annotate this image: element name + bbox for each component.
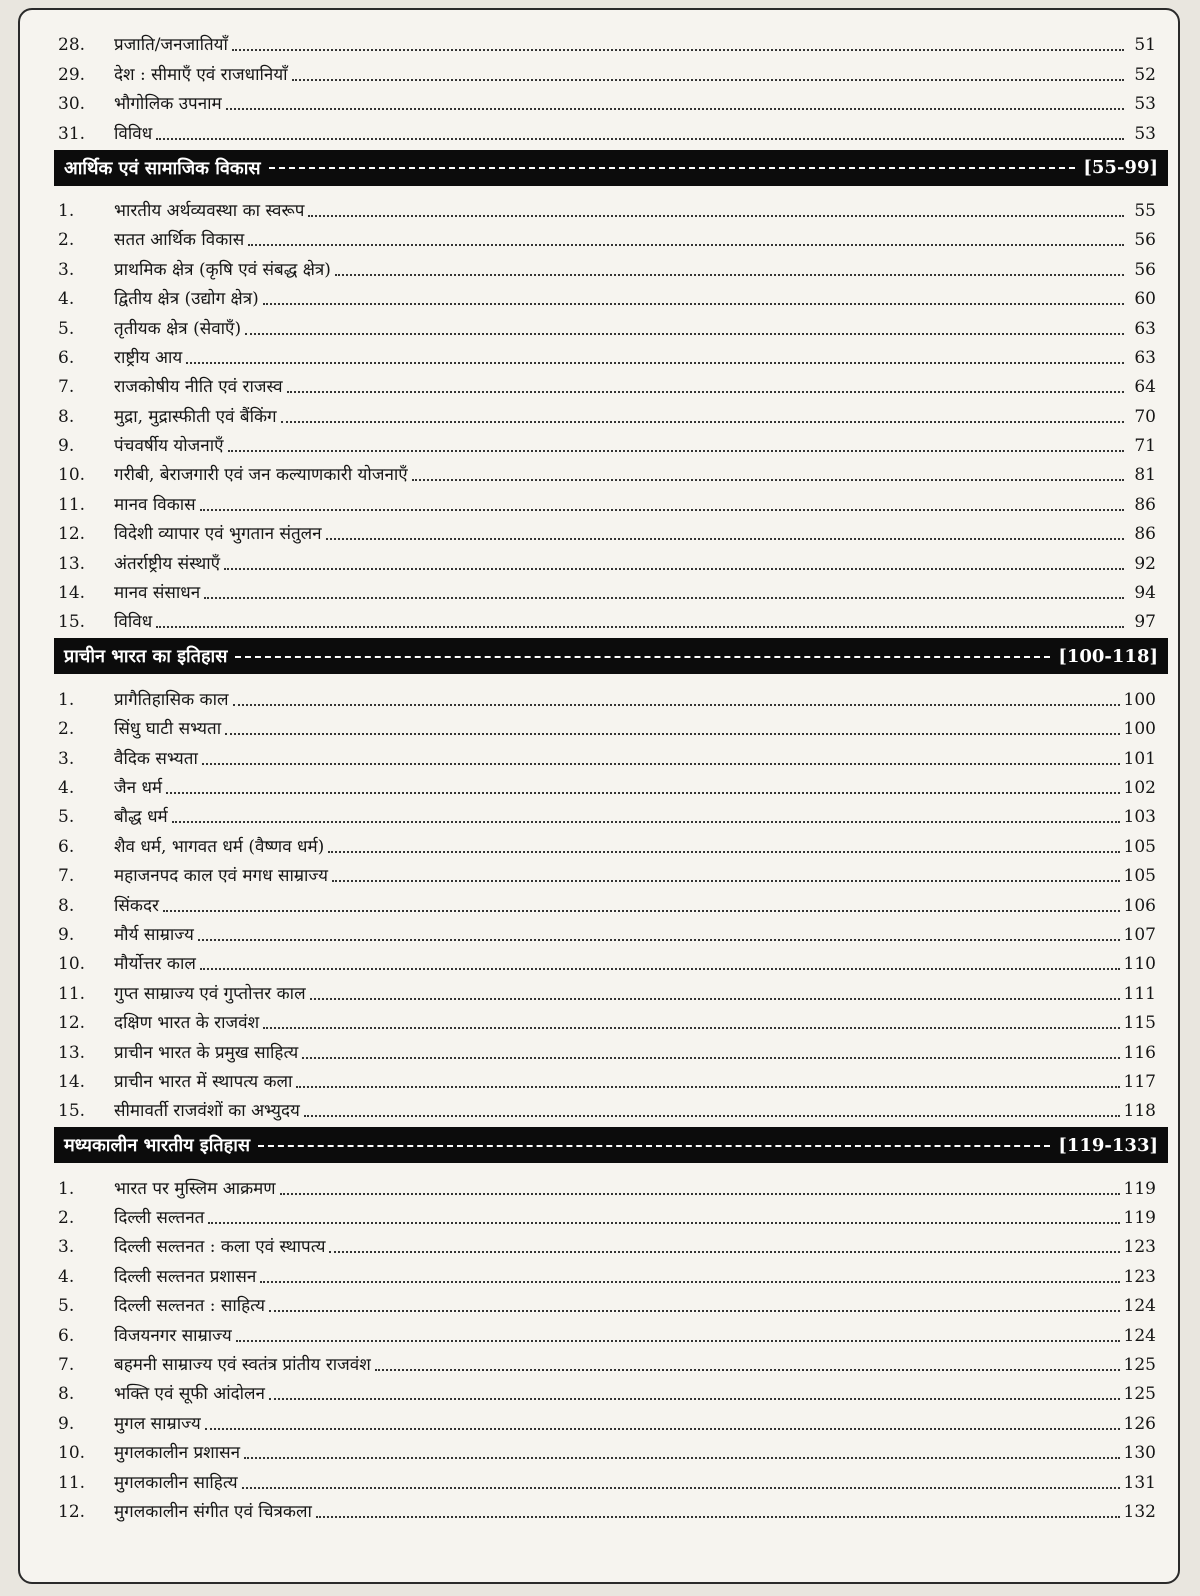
entry-page-number: 52 bbox=[1134, 64, 1156, 85]
toc-entry bbox=[20, 1493, 1178, 1522]
entry-title: जैन धर्म bbox=[114, 777, 163, 798]
toc-entry bbox=[20, 221, 1178, 250]
entry-page-number: 123 bbox=[1123, 1266, 1156, 1287]
dot-leader bbox=[224, 567, 1124, 570]
toc-entry bbox=[20, 485, 1178, 514]
entry-title: मौर्य साम्राज्य bbox=[114, 924, 194, 945]
entry-title: गुप्त साम्राज्य एवं गुप्तोत्तर काल bbox=[114, 983, 306, 1004]
entry-title: तृतीयक क्षेत्र (सेवाएँ) bbox=[114, 318, 242, 339]
toc-entry bbox=[20, 1004, 1178, 1033]
section-header bbox=[54, 638, 1168, 674]
entry-title: शैव धर्म, भागवत धर्म (वैष्णव धर्म) bbox=[114, 836, 325, 857]
dot-leader bbox=[302, 1056, 1119, 1059]
toc-entry bbox=[20, 1316, 1178, 1345]
toc-entry bbox=[20, 114, 1178, 143]
entry-number: 10. bbox=[58, 465, 86, 486]
entry-page-number: 64 bbox=[1134, 377, 1156, 398]
entry-title: प्राचीन भारत के प्रमुख साहित्य bbox=[114, 1042, 299, 1063]
toc-entry bbox=[20, 1063, 1178, 1092]
section-page-range: [119-133] bbox=[1058, 1134, 1158, 1156]
entry-page-number: 53 bbox=[1134, 123, 1156, 144]
toc-entry bbox=[20, 574, 1178, 603]
toc-entry bbox=[20, 739, 1178, 768]
toc-entry bbox=[20, 427, 1178, 456]
dot-leader bbox=[172, 820, 1120, 823]
toc-entry bbox=[20, 339, 1178, 368]
entry-page-number: 110 bbox=[1123, 954, 1156, 975]
dot-leader bbox=[232, 48, 1124, 51]
toc-entry bbox=[20, 1033, 1178, 1062]
entry-page-number: 101 bbox=[1123, 748, 1156, 769]
dot-leader bbox=[280, 1192, 1120, 1195]
dot-leader bbox=[269, 1309, 1120, 1312]
entry-page-number: 124 bbox=[1123, 1325, 1156, 1346]
entry-page-number: 103 bbox=[1123, 807, 1156, 828]
entry-page-number: 125 bbox=[1123, 1355, 1156, 1376]
entry-page-number: 125 bbox=[1123, 1384, 1156, 1405]
entry-title: दक्षिण भारत के राजवंश bbox=[114, 1013, 260, 1034]
toc-entry bbox=[20, 710, 1178, 739]
entry-number: 13. bbox=[58, 1042, 86, 1063]
entry-title: भारतीय अर्थव्यवस्था का स्वरूप bbox=[114, 200, 305, 221]
dot-leader bbox=[287, 390, 1124, 393]
toc-entry bbox=[20, 1228, 1178, 1257]
entry-page-number: 102 bbox=[1123, 777, 1156, 798]
entry-title: मुद्रा, मुद्रास्फीती एवं बैंकिंग bbox=[114, 406, 277, 427]
entry-title: बौद्ध धर्म bbox=[114, 807, 168, 828]
table-of-contents bbox=[20, 10, 1178, 1522]
entry-title: मुगलकालीन साहित्य bbox=[114, 1472, 238, 1493]
dot-leader bbox=[198, 938, 1120, 941]
entry-number: 12. bbox=[58, 1013, 86, 1034]
toc-section bbox=[20, 638, 1178, 1121]
entry-title: दिल्ली सल्तनत : कला एवं स्थापत्य bbox=[114, 1237, 326, 1258]
dot-leader bbox=[263, 1026, 1119, 1029]
entry-page-number: 117 bbox=[1123, 1071, 1156, 1092]
entry-page-number: 100 bbox=[1123, 689, 1156, 710]
toc-entry bbox=[20, 309, 1178, 338]
entry-title: विविध bbox=[114, 123, 153, 144]
toc-page bbox=[18, 8, 1180, 1584]
toc-section bbox=[20, 1127, 1178, 1522]
entry-title: प्रजाति/जनजातियाँ bbox=[114, 35, 228, 56]
dot-leader bbox=[200, 967, 1120, 970]
toc-entry bbox=[20, 974, 1178, 1003]
entry-page-number: 53 bbox=[1134, 94, 1156, 115]
toc-entry bbox=[20, 1257, 1178, 1286]
entry-number: 10. bbox=[58, 954, 86, 975]
entry-title: राजकोषीय नीति एवं राजस्व bbox=[114, 377, 283, 398]
entry-title: भक्ति एवं सूफी आंदोलन bbox=[114, 1384, 265, 1405]
dot-leader bbox=[296, 1085, 1119, 1088]
entry-title: प्रागैतिहासिक काल bbox=[114, 689, 229, 710]
dot-leader bbox=[308, 214, 1124, 217]
entry-number: 3. bbox=[58, 1237, 75, 1258]
entry-title: मौर्योत्तर काल bbox=[114, 954, 196, 975]
entry-title: द्वितीय क्षेत्र (उद्योग क्षेत्र) bbox=[114, 289, 259, 310]
entry-number: 28. bbox=[58, 35, 86, 56]
dot-leader bbox=[163, 909, 1120, 912]
entry-page-number: 119 bbox=[1123, 1178, 1156, 1199]
entry-page-number: 119 bbox=[1123, 1208, 1156, 1229]
dot-leader bbox=[225, 732, 1119, 735]
entry-number: 4. bbox=[58, 777, 75, 798]
dot-leader bbox=[208, 1221, 1119, 1224]
dot-leader bbox=[226, 107, 1124, 110]
entry-title: सीमावर्ती राजवंशों का अभ्युदय bbox=[114, 1101, 300, 1122]
entry-number: 9. bbox=[58, 436, 75, 457]
toc-entry bbox=[20, 1199, 1178, 1228]
entry-number: 6. bbox=[58, 347, 75, 368]
toc-entry bbox=[20, 1287, 1178, 1316]
section-title: प्राचीन भारत का इतिहास bbox=[64, 646, 228, 668]
entry-page-number: 131 bbox=[1123, 1472, 1156, 1493]
entry-page-number: 124 bbox=[1123, 1296, 1156, 1317]
entry-number: 15. bbox=[58, 612, 86, 633]
entry-page-number: 106 bbox=[1123, 895, 1156, 916]
entry-number: 13. bbox=[58, 553, 86, 574]
dot-leader bbox=[412, 478, 1124, 481]
section-title: आर्थिक एवं सामाजिक विकास bbox=[64, 157, 261, 179]
dot-leader bbox=[204, 596, 1124, 599]
entry-number: 6. bbox=[58, 836, 75, 857]
section-page-range: [100-118] bbox=[1058, 645, 1158, 667]
entry-page-number: 118 bbox=[1123, 1101, 1156, 1122]
toc-entry bbox=[20, 368, 1178, 397]
entry-number: 30. bbox=[58, 94, 86, 115]
section-page-range: [55-99] bbox=[1083, 157, 1158, 179]
entry-title: प्राचीन भारत में स्थापत्य कला bbox=[114, 1071, 293, 1092]
dot-leader bbox=[228, 449, 1124, 452]
entry-number: 15. bbox=[58, 1101, 86, 1122]
entry-title: दिल्ली सल्तनत : साहित्य bbox=[114, 1296, 265, 1317]
dot-leader bbox=[310, 997, 1120, 1000]
entry-title: राष्ट्रीय आय bbox=[114, 347, 183, 368]
entry-page-number: 63 bbox=[1134, 347, 1156, 368]
dot-leader bbox=[304, 1114, 1120, 1117]
entry-title: सिंकदर bbox=[114, 895, 159, 916]
entry-title: भारत पर मुस्लिम आक्रमण bbox=[114, 1178, 276, 1199]
entry-number: 7. bbox=[58, 377, 75, 398]
toc-entry bbox=[20, 515, 1178, 544]
entry-page-number: 56 bbox=[1134, 230, 1156, 251]
dot-leader bbox=[292, 78, 1124, 81]
dot-leader bbox=[202, 762, 1120, 765]
entry-number: 1. bbox=[58, 689, 75, 710]
entry-page-number: 126 bbox=[1123, 1413, 1156, 1434]
toc-entry bbox=[20, 1375, 1178, 1404]
entry-page-number: 105 bbox=[1123, 836, 1156, 857]
toc-entry bbox=[20, 1169, 1178, 1198]
dot-leader bbox=[335, 273, 1124, 276]
entry-number: 7. bbox=[58, 866, 75, 887]
entry-page-number: 100 bbox=[1123, 719, 1156, 740]
section-header bbox=[54, 1127, 1168, 1163]
entry-number: 5. bbox=[58, 1296, 75, 1317]
dot-leader bbox=[166, 791, 1119, 794]
entry-page-number: 132 bbox=[1123, 1501, 1156, 1522]
dot-leader bbox=[269, 1397, 1120, 1400]
entry-number: 8. bbox=[58, 406, 75, 427]
entry-title: मानव संसाधन bbox=[114, 583, 201, 604]
dot-leader bbox=[205, 1427, 1120, 1430]
toc-entry bbox=[20, 250, 1178, 279]
entry-title: मानव विकास bbox=[114, 494, 196, 515]
entry-title: देश : सीमाएँ एवं राजधानियाँ bbox=[114, 64, 288, 85]
entry-number: 4. bbox=[58, 1266, 75, 1287]
dot-leader bbox=[332, 879, 1120, 882]
entry-page-number: 105 bbox=[1123, 866, 1156, 887]
entry-number: 8. bbox=[58, 895, 75, 916]
entry-title: महाजनपद काल एवं मगध साम्राज्य bbox=[114, 866, 329, 887]
entry-number: 9. bbox=[58, 924, 75, 945]
entry-number: 5. bbox=[58, 807, 75, 828]
entry-number: 11. bbox=[58, 1472, 86, 1493]
toc-entry bbox=[20, 886, 1178, 915]
entry-number: 6. bbox=[58, 1325, 75, 1346]
toc-entry bbox=[20, 26, 1178, 55]
entry-page-number: 70 bbox=[1134, 406, 1156, 427]
entry-title: भौगोलिक उपनाम bbox=[114, 94, 222, 115]
entry-page-number: 115 bbox=[1123, 1013, 1156, 1034]
dot-leader bbox=[375, 1368, 1120, 1371]
entry-number: 3. bbox=[58, 259, 75, 280]
dot-leader bbox=[200, 508, 1124, 511]
dot-leader bbox=[242, 1486, 1120, 1489]
dot-leader bbox=[328, 850, 1119, 853]
entry-page-number: 81 bbox=[1134, 465, 1156, 486]
entry-title: गरीबी, बेराजगारी एवं जन कल्याणकारी योजनाएँ bbox=[114, 465, 408, 486]
entry-number: 8. bbox=[58, 1384, 75, 1405]
entry-title: वैदिक सभ्यता bbox=[114, 748, 198, 769]
toc-section bbox=[20, 150, 1178, 633]
entry-number: 29. bbox=[58, 64, 86, 85]
dot-leader bbox=[156, 137, 1124, 140]
toc-entry bbox=[20, 1346, 1178, 1375]
entry-title: अंतर्राष्ट्रीय संस्थाएँ bbox=[114, 553, 221, 574]
toc-entry bbox=[20, 1463, 1178, 1492]
entry-title: मुगलकालीन संगीत एवं चित्रकला bbox=[114, 1501, 312, 1522]
entry-title: प्राथमिक क्षेत्र (कृषि एवं संबद्ध क्षेत्र) bbox=[114, 259, 331, 280]
entry-number: 3. bbox=[58, 748, 75, 769]
entry-title: मुगलकालीन प्रशासन bbox=[114, 1443, 241, 1464]
entry-number: 2. bbox=[58, 1208, 75, 1229]
entry-title: सतत आर्थिक विकास bbox=[114, 230, 245, 251]
dot-leader bbox=[260, 1280, 1119, 1283]
entry-page-number: 63 bbox=[1134, 318, 1156, 339]
entry-number: 14. bbox=[58, 1071, 86, 1092]
toc-entry bbox=[20, 280, 1178, 309]
entry-page-number: 107 bbox=[1123, 924, 1156, 945]
dot-leader bbox=[236, 1339, 1120, 1342]
dot-leader bbox=[326, 537, 1124, 540]
entry-page-number: 71 bbox=[1134, 436, 1156, 457]
entry-number: 1. bbox=[58, 1178, 75, 1199]
toc-entry bbox=[20, 945, 1178, 974]
toc-entry bbox=[20, 680, 1178, 709]
entry-page-number: 123 bbox=[1123, 1237, 1156, 1258]
entry-page-number: 94 bbox=[1134, 583, 1156, 604]
entry-number: 2. bbox=[58, 719, 75, 740]
dot-leader bbox=[329, 1250, 1119, 1253]
entry-page-number: 97 bbox=[1134, 612, 1156, 633]
toc-entry bbox=[20, 769, 1178, 798]
toc-entry bbox=[20, 85, 1178, 114]
dash-leader bbox=[269, 166, 1076, 169]
toc-entry bbox=[20, 1404, 1178, 1433]
toc-entry bbox=[20, 827, 1178, 856]
dot-leader bbox=[244, 1456, 1119, 1459]
dot-leader bbox=[263, 302, 1124, 305]
section-header bbox=[54, 150, 1168, 186]
section-title: मध्यकालीन भारतीय इतिहास bbox=[64, 1135, 251, 1157]
entry-page-number: 55 bbox=[1134, 200, 1156, 221]
entry-page-number: 116 bbox=[1123, 1042, 1156, 1063]
dot-leader bbox=[248, 243, 1124, 246]
toc-entry bbox=[20, 857, 1178, 886]
entry-title: विजयनगर साम्राज्य bbox=[114, 1325, 232, 1346]
entry-title: विविध bbox=[114, 612, 153, 633]
entry-number: 2. bbox=[58, 230, 75, 251]
toc-entry bbox=[20, 1092, 1178, 1121]
toc-entry bbox=[20, 456, 1178, 485]
entry-page-number: 56 bbox=[1134, 259, 1156, 280]
entry-title: मुगल साम्राज्य bbox=[114, 1413, 201, 1434]
entry-title: सिंधु घाटी सभ्यता bbox=[114, 719, 222, 740]
entry-page-number: 92 bbox=[1134, 553, 1156, 574]
entry-number: 5. bbox=[58, 318, 75, 339]
entry-number: 12. bbox=[58, 1501, 86, 1522]
dot-leader bbox=[233, 703, 1120, 706]
dot-leader bbox=[245, 332, 1124, 335]
toc-entry bbox=[20, 603, 1178, 632]
entry-title: दिल्ली सल्तनत bbox=[114, 1208, 205, 1229]
entry-number: 4. bbox=[58, 289, 75, 310]
entry-page-number: 111 bbox=[1123, 983, 1156, 1004]
dot-leader bbox=[281, 420, 1124, 423]
entry-number: 1. bbox=[58, 200, 75, 221]
entry-title: विदेशी व्यापार एवं भुगतान संतुलन bbox=[114, 524, 322, 545]
dot-leader bbox=[156, 625, 1124, 628]
dot-leader bbox=[316, 1515, 1120, 1518]
toc-entry bbox=[20, 397, 1178, 426]
entry-number: 7. bbox=[58, 1355, 75, 1376]
entry-page-number: 130 bbox=[1123, 1443, 1156, 1464]
entry-number: 12. bbox=[58, 524, 86, 545]
toc-entry bbox=[20, 544, 1178, 573]
entry-page-number: 60 bbox=[1134, 289, 1156, 310]
toc-entry bbox=[20, 798, 1178, 827]
entry-page-number: 86 bbox=[1134, 524, 1156, 545]
toc-entry bbox=[20, 916, 1178, 945]
toc-entry bbox=[20, 55, 1178, 84]
entry-title: पंचवर्षीय योजनाएँ bbox=[114, 436, 224, 457]
entry-title: बहमनी साम्राज्य एवं स्वतंत्र प्रांतीय राजवंश bbox=[114, 1355, 371, 1376]
entry-page-number: 86 bbox=[1134, 494, 1156, 515]
dash-leader bbox=[235, 655, 1050, 658]
entry-title: दिल्ली सल्तनत प्रशासन bbox=[114, 1266, 257, 1287]
toc-entry bbox=[20, 1434, 1178, 1463]
entry-number: 9. bbox=[58, 1413, 75, 1434]
dot-leader bbox=[186, 361, 1124, 364]
dash-leader bbox=[258, 1144, 1050, 1147]
toc-entry bbox=[20, 192, 1178, 221]
entry-number: 10. bbox=[58, 1443, 86, 1464]
entry-page-number: 51 bbox=[1134, 35, 1156, 56]
entry-number: 31. bbox=[58, 123, 86, 144]
entry-number: 11. bbox=[58, 494, 86, 515]
entry-number: 14. bbox=[58, 583, 86, 604]
intro-entries bbox=[20, 26, 1178, 144]
entry-number: 11. bbox=[58, 983, 86, 1004]
